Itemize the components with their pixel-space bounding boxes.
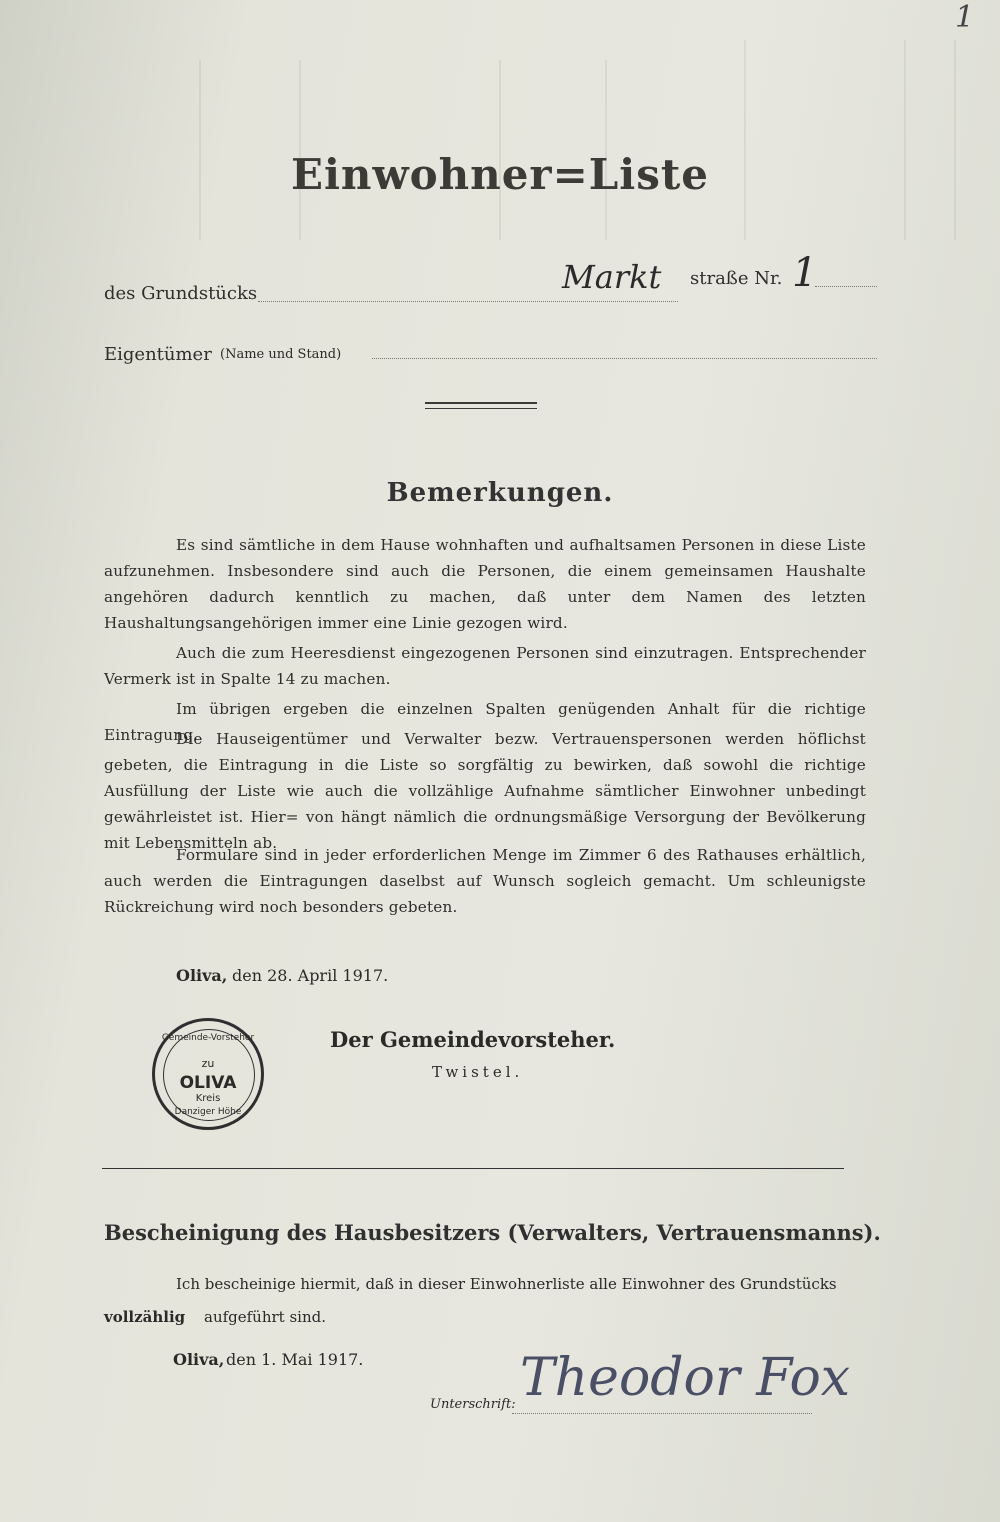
bleed-through-grid <box>0 0 1000 260</box>
remarks-paragraph-3: Im übrigen ergeben die einzelnen Spalten genügenden Anhalt für die richtige Eintragung. <box>104 700 866 744</box>
stamp-line-3: OLIVA <box>179 1073 237 1093</box>
stamp-line-4: Kreis <box>195 1093 221 1104</box>
strasse-label: straße Nr. <box>690 268 783 289</box>
form-title: Einwohner=Liste <box>290 150 710 199</box>
certificate-place: Oliva, <box>173 1350 225 1369</box>
official-title: Der Gemeindevorsteher. <box>330 1027 616 1052</box>
remarks-paragraph-1: Es sind sämtliche in dem Hause wohnhaften und aufhaltsamen Personen in diese Liste aufzunehmen. Insbesondere sind auch die Personen, die einem gemeinsamen Haushalte angehören dadurch kenntlich zu machen, daß unter dem Namen des letzten Haushaltungsangehörigen immer eine Linie gezogen wird. <box>104 536 866 632</box>
signature-label: Unterschrift: <box>430 1397 516 1412</box>
separator-rule-top <box>425 402 537 404</box>
certificate-heading: Bescheinigung des Hausbesitzers (Verwalters, Vertrauensmanns). <box>104 1220 881 1245</box>
owner-label: Eigentümer <box>104 344 212 365</box>
stamp-line-5: Danziger Höhe <box>174 1107 242 1117</box>
section-divider <box>102 1168 844 1169</box>
street-handwritten: Markt <box>562 258 662 296</box>
official-name: Twistel. <box>432 1063 524 1081</box>
corner-page-number: 1 <box>955 0 975 35</box>
certificate-text-line-2: aufgeführt sind. <box>204 1308 326 1326</box>
remarks-date: den 28. April 1917. <box>232 966 389 985</box>
remarks-paragraph-5: Formulare sind in jeder erforderlichen Menge im Zimmer 6 des Rathauses erhältlich, auch werden die Eintragungen daselbst auf Wunsch sogleich gemacht. Um schleunigste Rückreichung wird noch besonders gebeten. <box>104 846 866 916</box>
grundstueck-label: des Grundstücks <box>104 283 258 304</box>
stamp-line-2: zu <box>201 1057 215 1070</box>
separator-rule-bottom <box>425 408 537 409</box>
remarks-heading: Bemerkungen. <box>386 478 614 508</box>
official-stamp <box>152 1018 264 1130</box>
certificate-date: den 1. Mai 1917. <box>226 1350 364 1369</box>
remarks-paragraph-4: Die Hauseigentümer und Verwalter bezw. Vertrauenspersonen werden höflichst gebeten, die Eintragung in die Liste so sorgfältig zu bewirken, daß sowohl die richtige Ausfüllung der Liste wie auch die vollzählige Aufnahme sämtlicher Einwohner unbedingt gewährleistet ist. Hier= von hängt nämlich die ordnungsmäßige Versorgung der Bevölkerung mit Lebensmitteln ab. <box>104 730 866 852</box>
certificate-text-line-1: Ich bescheinige hiermit, daß in dieser Einwohnerliste alle Einwohner des Grundstücks <box>176 1275 837 1293</box>
grundstueck-dotted-line <box>258 300 678 302</box>
owner-sublabel: (Name und Stand) <box>220 347 342 362</box>
stamp-line-1: Gemeinde-Vorsteher <box>161 1033 255 1043</box>
house-number-handwritten: 1 <box>792 250 818 296</box>
number-dotted-line <box>815 285 877 287</box>
remarks-paragraph-2: Auch die zum Heeresdienst eingezogenen Personen sind einzutragen. Entsprechender Vermerk ist in Spalte 14 zu machen. <box>104 644 866 688</box>
signature-handwritten: Theodor Fox <box>520 1348 851 1408</box>
owner-dotted-line <box>372 357 877 359</box>
signature-dotted-line <box>512 1412 812 1414</box>
certificate-text-bold: vollzählig <box>104 1308 186 1326</box>
remarks-place: Oliva, <box>176 966 228 985</box>
